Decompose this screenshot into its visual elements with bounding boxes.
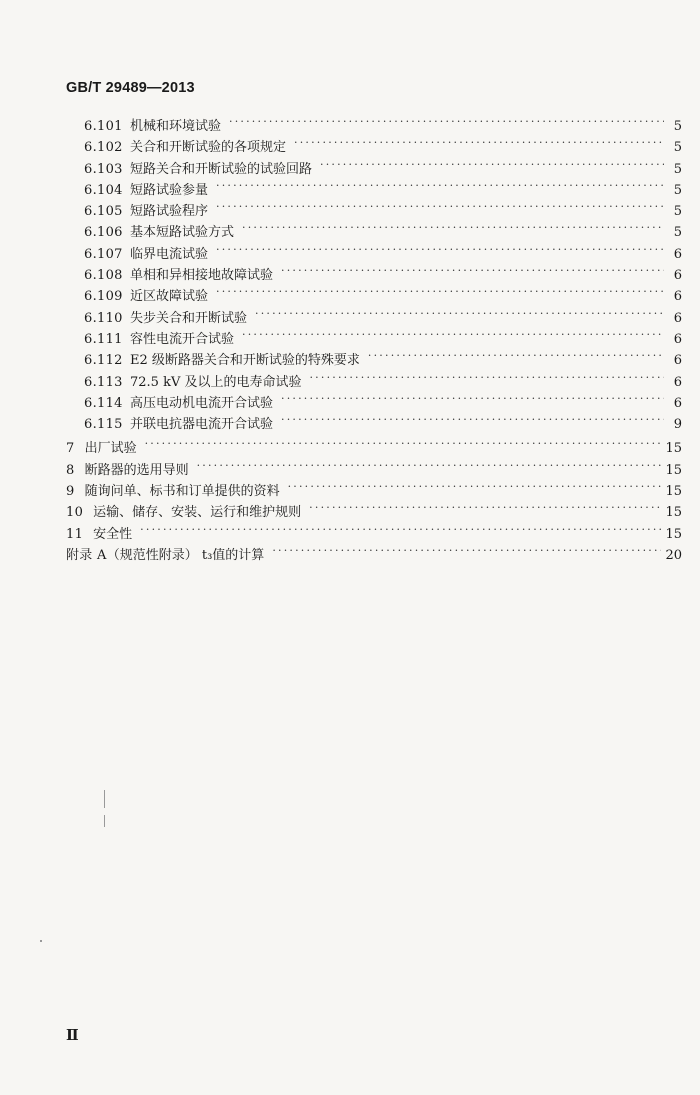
toc-entry-page: 6 xyxy=(673,268,682,284)
toc-entry-title: 基本短路试验方式 xyxy=(130,225,235,241)
toc-entry xyxy=(66,180,684,201)
toc-entry-page: 5 xyxy=(673,225,682,241)
toc-entry-page: 6 xyxy=(673,331,682,347)
toc-entry xyxy=(66,393,684,414)
dot-leader xyxy=(281,415,664,428)
toc-entry-title: 出厂试验 xyxy=(84,441,137,457)
toc-entry-number: 6.115 xyxy=(84,417,123,433)
toc-entry-page: 6 xyxy=(673,374,682,390)
toc-entry-page: 20 xyxy=(665,547,682,563)
toc-entry xyxy=(66,308,684,329)
toc-entry-title: 短路试验参量 xyxy=(130,182,209,198)
toc-entry-page: 9 xyxy=(673,417,682,433)
toc-entry xyxy=(66,265,684,286)
toc-entry-title: 近区故障试验 xyxy=(130,289,209,305)
dot-leader xyxy=(229,117,664,130)
toc-entry-number: 6.108 xyxy=(84,268,123,284)
toc-entry xyxy=(66,137,684,158)
toc-entry-page: 6 xyxy=(673,395,682,411)
toc-entry-number: 6.107 xyxy=(84,246,123,262)
toc-entry-page: 5 xyxy=(673,161,682,177)
dot-leader xyxy=(281,394,664,407)
dot-leader xyxy=(288,482,662,495)
toc-entry xyxy=(66,524,684,545)
toc-entry-number: 附录 A xyxy=(66,547,107,563)
dot-leader xyxy=(320,160,664,173)
toc-entry-number: 6.112 xyxy=(84,353,123,369)
toc-entry-title: 并联电抗器电流开合试验 xyxy=(130,417,274,433)
dot-leader xyxy=(216,287,664,300)
toc-entry xyxy=(66,159,684,180)
toc-entry-title: 关合和开断试验的各项规定 xyxy=(130,140,287,156)
table-of-contents xyxy=(66,116,684,566)
toc-entry-title: 72.5 kV 及以上的电寿命试验 xyxy=(130,374,302,390)
toc-entry-title: 临界电流试验 xyxy=(130,246,209,262)
scan-mark xyxy=(104,790,105,808)
toc-entry-number: 6.102 xyxy=(84,140,123,156)
toc-entry-title: 容性电流开合试验 xyxy=(130,331,235,347)
toc-entry xyxy=(66,414,684,435)
toc-entry-number: 6.103 xyxy=(84,161,123,177)
dot-leader xyxy=(140,525,661,538)
toc-entry-number: 6.110 xyxy=(84,310,123,326)
toc-entry xyxy=(66,372,684,393)
toc-entry-page: 15 xyxy=(665,484,682,500)
dot-leader xyxy=(216,245,664,258)
toc-entry-page: 15 xyxy=(665,505,682,521)
toc-entry-number: 6.114 xyxy=(84,395,123,411)
toc-entry-page: 15 xyxy=(665,526,682,542)
toc-entry-page: 5 xyxy=(673,140,682,156)
toc-entry-title: 断路器的选用导则 xyxy=(84,462,189,478)
toc-entry-number: 11 xyxy=(66,526,84,542)
toc-entry-title: 失步关合和开断试验 xyxy=(130,310,248,326)
toc-entry-number: 6.104 xyxy=(84,182,123,198)
toc-entry-number: 6.105 xyxy=(84,204,123,220)
toc-entry-page: 6 xyxy=(673,353,682,369)
toc-entry-title: 安全性 xyxy=(93,526,133,542)
toc-entry-title: 运输、储存、安装、运行和维护规则 xyxy=(93,505,302,521)
dot-leader xyxy=(197,461,662,474)
dot-leader xyxy=(272,546,661,559)
scan-mark xyxy=(104,815,105,827)
toc-entry xyxy=(66,286,684,307)
toc-entry xyxy=(66,438,684,459)
toc-entry-page: 15 xyxy=(665,441,682,457)
toc-entry xyxy=(66,460,684,481)
toc-entry-page: 6 xyxy=(673,246,682,262)
toc-entry-number: 10 xyxy=(66,505,84,521)
toc-entry-page: 5 xyxy=(673,204,682,220)
dot-leader xyxy=(242,330,664,343)
page-number: Ⅱ xyxy=(66,1026,79,1044)
dot-leader xyxy=(216,181,664,194)
dot-leader xyxy=(216,202,664,215)
toc-entry-title: 短路试验程序 xyxy=(130,204,209,220)
toc-entry xyxy=(66,329,684,350)
toc-entry xyxy=(66,481,684,502)
toc-entry-number: 6.111 xyxy=(84,331,123,347)
toc-entry-page: 5 xyxy=(673,182,682,198)
dot-leader xyxy=(309,373,664,386)
toc-entry-number: 6.106 xyxy=(84,225,123,241)
toc-entry-title: E2 级断路器关合和开断试验的特殊要求 xyxy=(130,353,360,369)
toc-entry-title: （规范性附录） t₃值的计算 xyxy=(106,547,265,563)
scan-mark xyxy=(40,940,42,942)
dot-leader xyxy=(145,439,662,452)
toc-entry-number: 8 xyxy=(66,462,75,478)
toc-entry-title: 单相和异相接地故障试验 xyxy=(130,268,274,284)
toc-entry-page: 15 xyxy=(665,462,682,478)
toc-entry-page: 6 xyxy=(673,310,682,326)
toc-entry xyxy=(66,116,684,137)
dot-leader xyxy=(368,351,664,364)
toc-entry xyxy=(66,350,684,371)
standard-header: GB/T 29489—2013 xyxy=(66,80,195,96)
toc-entry-page: 5 xyxy=(673,119,682,134)
toc-entry-title: 短路关合和开断试验的试验回路 xyxy=(130,161,313,177)
toc-entry-number: 7 xyxy=(66,441,75,457)
dot-leader xyxy=(309,503,661,516)
toc-entry xyxy=(66,502,684,523)
dot-leader xyxy=(242,223,664,236)
toc-entry xyxy=(66,201,684,222)
dot-leader xyxy=(294,138,664,151)
toc-entry-number: 6.109 xyxy=(84,289,123,305)
toc-entry xyxy=(66,244,684,265)
dot-leader xyxy=(255,309,664,322)
dot-leader xyxy=(281,266,664,279)
toc-entry-number: 9 xyxy=(66,484,75,500)
toc-entry-title: 机械和环境试验 xyxy=(130,119,222,134)
toc-entry xyxy=(66,222,684,243)
toc-entry-title: 随询问单、标书和订单提供的资料 xyxy=(84,484,280,500)
toc-entry-number: 6.101 xyxy=(84,119,123,134)
toc-entry-number: 6.113 xyxy=(84,374,123,390)
toc-entry-page: 6 xyxy=(673,289,682,305)
toc-entry xyxy=(66,545,684,566)
toc-entry-title: 高压电动机电流开合试验 xyxy=(130,395,274,411)
